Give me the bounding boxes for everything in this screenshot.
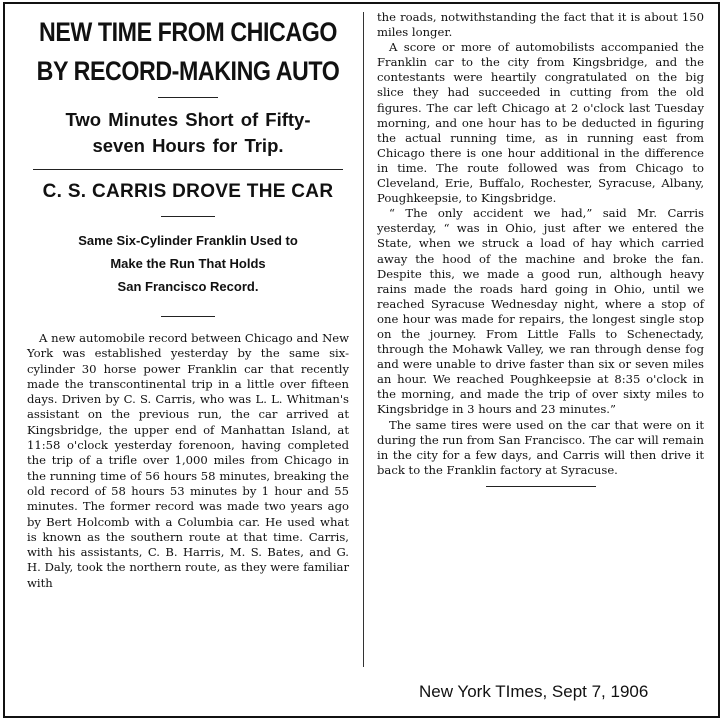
deck-line-2: Make the Run That Holds <box>110 256 266 271</box>
deck-line-1: Same Six-Cylinder Franklin Used to <box>78 233 298 248</box>
headline-divider <box>158 97 218 98</box>
article-paragraph-2: A score or more of automobilists accompanied the Franklin car to the city from Kingsbridge, and the contestants were heartily congratulated on the big slice they had succeeded in cutting from the old figures. The car left Chicago at 2 o'clock last Tuesday morning, and one hour has to be deducted in figuring the actual running time, as in running east from Chicago there is one hour additional in the difference in time. The route followed was from Chicago to Cleveland, Erie, Buffalo, Rochester, Syracuse, Albany, Poughkeepsie, to Kingsbridge. <box>377 40 704 206</box>
driver-divider <box>161 216 215 217</box>
subhead-divider <box>33 169 343 170</box>
right-column <box>377 10 704 487</box>
subhead-line-2: seven Hours for Trip. <box>92 135 284 156</box>
column-divider <box>363 12 364 667</box>
article-paragraph-1: A new automobile record between Chicago and New York was established yesterday by the same six-cylinder 30 horse power Franklin car that recently made the transcontinental trip in a little over fifteen days. Driven by C. S. Carris, who was L. L. Whitman's assistant on the previous run, the car arrived at Kingsbridge, the upper end of Manhattan Island, at 11:58 o'clock yesterday forenoon, having completed the trip of a trifle over 1,000 miles from Chicago in the running time of 56 hours 58 minutes, breaking the old record of 58 hours 53 minutes by 1 hour and 55 minutes. The former record was made two years ago by Bert Holcomb with a Columbia car. He used what is known as the southern route at that time. Carris, with his assistants, C. B. Harris, M. S. Bates, and G. H. Daly, took the northern route, as they were familiar with <box>27 331 349 590</box>
source-caption: New York TImes, Sept 7, 1906 <box>419 682 649 701</box>
deck-divider <box>161 316 215 317</box>
left-column <box>27 10 349 591</box>
headline-line-1: NEW TIME FROM CHICAGO <box>39 17 337 47</box>
driver-headline: C. S. CARRIS DROVE THE CAR <box>42 181 334 202</box>
newspaper-clipping <box>3 2 720 718</box>
article-paragraph-continued: the roads, notwithstanding the fact that it is about 150 miles longer. <box>377 10 704 40</box>
article-paragraph-4: The same tires were used on the car that were on it during the run from San Francisco. The car will remain in the city for a few days, and Carris will then drive it back to the Franklin factory at Syracuse. <box>377 417 704 477</box>
headline-line-2: BY RECORD-MAKING AUTO <box>36 56 340 86</box>
article-paragraph-3: “ The only accident we had,” said Mr. Carris yesterday, “ was in Ohio, just after we entered the State, when we struck a load of hay which carried away the hood of the machine and broke the fan. Despite this, we made a good run, although heavy rains made the roads hard going in Ohio, until we reached Syracuse Wednesday night, where a stop of one hour was made for repairs, the longest single stop on the journey. From Little Falls to Schenectady, through the Mohawk Valley, we ran through dense fog and were unable to drive faster than six or seven miles an hour. We reached Poughkeepsie at 8:35 o'clock in the morning, and made the trip of over sixty miles to Kingsbridge in 3 hours and 23 minutes.” <box>377 206 704 417</box>
deck-line-3: San Francisco Record. <box>117 279 259 294</box>
article-end-rule <box>486 486 596 487</box>
subhead-line-1: Two Minutes Short of Fifty- <box>65 109 311 130</box>
